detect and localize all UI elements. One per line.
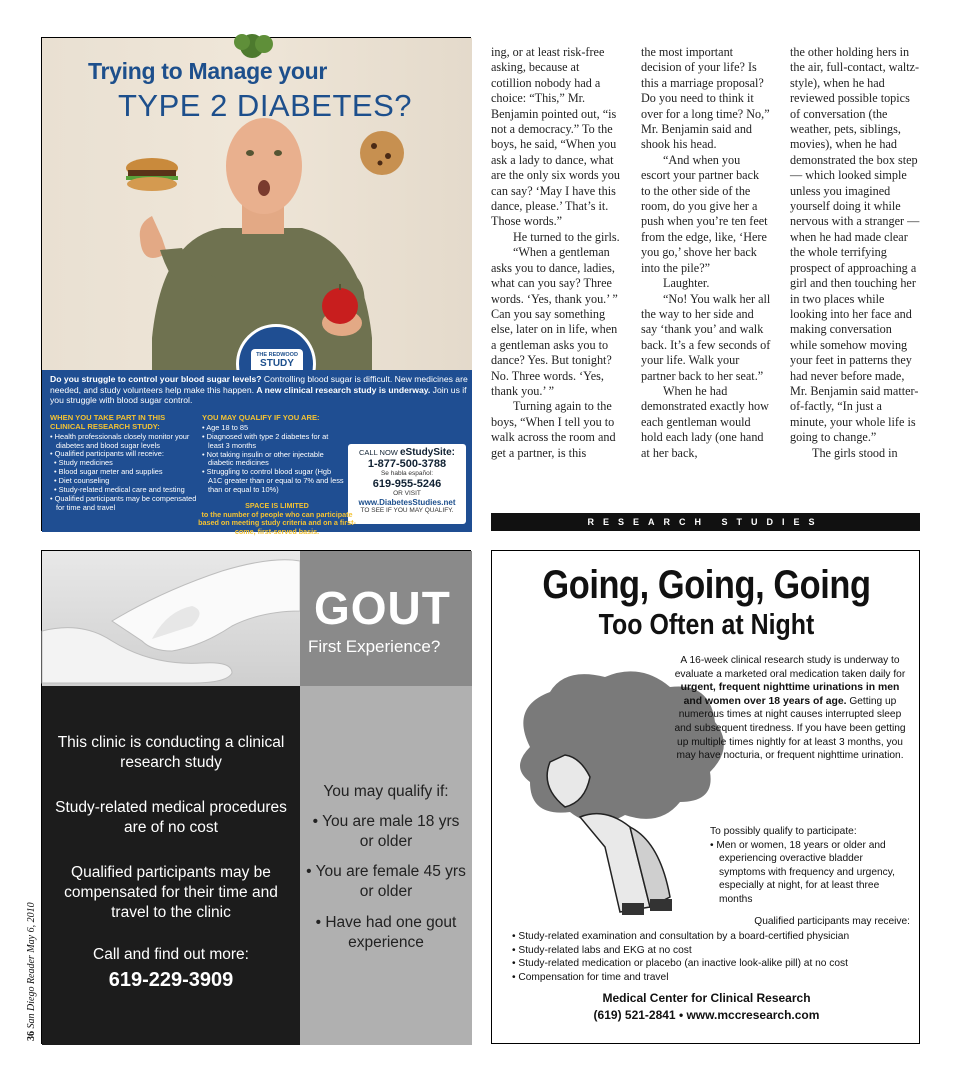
gout-qualify-item: • You are female 45 yrs or older: [306, 863, 466, 900]
research-studies-bar: RESEARCH STUDIES: [491, 513, 920, 531]
phone-number[interactable]: 1-877-500-3788: [367, 458, 447, 470]
paragraph: the other holding hers in the air, full-contact, waltz-style), when he had reviewed possible topics of conversation (the weather, pets, siblings, movies), when he had demonstrated the box step — which looked simple unless you imagined yourself doing it while nervous with a stranger — when he had made clear the whole terrifying prospect of approaching a girl and then touching her in two places while looking into her face and making conversation while somehow moving your feet in patterns they had never before made, Mr. Benjamin said matter-of-factly, “In just a minute, your whole life is going to change.”: [790, 45, 920, 445]
spanish-phone[interactable]: 619-955-5246: [372, 478, 442, 490]
paragraph: He turned to the girls.: [513, 229, 620, 244]
article-text: [491, 45, 921, 500]
page-footer: [22, 902, 37, 1045]
center-name: Medical Center for Clinical Research: [602, 991, 811, 1005]
call-now-line: CALL NOW eStudySite:: [358, 447, 455, 458]
paragraph: “No! You walk her all the way to her side and say ‘thank you’ and walk back. It’s a few seconds of your life. Walk your partner back to her seat.”: [641, 291, 771, 383]
study-description: A 16-week clinical research study is underway to evaluate a marketed oral medication taken daily for urgent, frequent nighttime urinations in men and women over 18 years of age. Getting up numerous times at night causes interrupted sleep and subsequent tiredness. If you have been getting up multiple times nightly for at least 3 months, you may have nocturia, or frequent nighttime urination.: [674, 655, 906, 762]
going-headline: Going, Going, Going: [542, 563, 871, 607]
qualify-heading: To possibly qualify to participate:: [710, 826, 857, 837]
diabetes-ad-photo: [42, 38, 472, 370]
receive-heading: Qualified participants may receive:: [754, 916, 910, 927]
paragraph: “And when you escort your partner back to the other side of the room, do you give her a push when you’re ten feet from the edge, like, ‘Here you go,’ shove her back into the pile?”: [641, 152, 768, 275]
seal-name: THE REDWOOD: [256, 352, 298, 358]
foot-and-hand-illustration: [42, 551, 300, 686]
contact-block: [492, 990, 921, 1024]
or-visit-label: OR VISIT: [393, 490, 421, 497]
call-box: [348, 444, 466, 524]
foot-photo: [42, 551, 300, 686]
paragraph: The girls stood in: [812, 445, 898, 460]
gout-info-line: Qualified participants may be compensated for their time and travel to the clinic: [64, 864, 278, 921]
gout-qualify-heading: You may qualify if:: [323, 783, 449, 800]
participation-heading: WHEN YOU TAKE PART IN THIS CLINICAL RESEARCH STUDY:: [50, 413, 166, 431]
diabetes-info-panel: [42, 370, 472, 536]
gout-study-ad: [41, 550, 471, 1044]
list-item: • Compensation for time and travel: [512, 971, 669, 983]
qualify-section: [710, 825, 910, 907]
gout-qualify-item: • Have had one gout experience: [315, 914, 457, 951]
page-number: 36: [26, 1031, 37, 1041]
website-link[interactable]: www.DiabetesStudies.net: [358, 498, 456, 507]
list-item: • Study-related medical care and testing: [54, 485, 185, 495]
paragraph: Laughter.: [663, 276, 710, 291]
article-column-2: [641, 45, 771, 461]
publication-line: San Diego Reader May 6, 2010: [26, 902, 37, 1029]
list-item: • Study-related labs and EKG at no cost: [512, 944, 692, 956]
gout-phone-number[interactable]: 619-229-3909: [108, 969, 234, 991]
list-item: • Qualified participants will receive:: [50, 449, 164, 459]
diabetes-study-ad: [41, 37, 471, 536]
paragraph: the most important decision of your life? Is this a marriage proposal? Do you need to think it over for a long time? No,” Mr. Benjamin said and shook his head.: [641, 45, 770, 152]
participation-column: [50, 414, 200, 513]
see-if-label: TO SEE IF YOU MAY QUALIFY.: [360, 507, 454, 514]
paragraph: ing, or at least risk-free asking, because at cotillion nobody had a choice: “This,” Mr. Benjamin pointed out, “is not a democracy.” To the boys, he said, “When you ask a lady to dance, what are the only six words you can say? ‘May I have this dance, please.’ That’s it. Those words.”: [491, 45, 620, 229]
receive-list: [512, 930, 912, 984]
paragraph: “When a gentleman asks you to dance, ladies, what can you say? Three words. ‘Yes, thank you.’ ” Can you say something else, later on in life, when a gentleman asks you to dance? Yes. But tonight? No. Three words. ‘Yes, thank you.’ ”: [491, 245, 618, 398]
list-item: • Study-related examination and consultation by a board-certified physician: [512, 931, 850, 942]
gout-title-box: [300, 551, 472, 686]
list-item: • Struggling to control blood sugar (Hgb A1C greater than or equal to 7% and less than or equal to 10%): [202, 467, 344, 495]
gout-call-line: Call and find out more:: [93, 946, 249, 963]
article-column-3: [790, 45, 920, 461]
spanish-label: Se habla español:: [380, 470, 434, 477]
gout-info-line: This clinic is conducting a clinical research study: [57, 734, 285, 771]
article-column-1: [491, 45, 621, 461]
gout-qualify-item: • You are male 18 yrs or older: [312, 813, 460, 850]
diabetes-intro: Do you struggle to control your blood sugar levels? Controlling blood sugar is difficult. New medicines are needed, and study volunteers help make this happen. A new clinical research study is underway. Join us if you struggle with blood sugar control.: [50, 374, 468, 405]
diabetes-title-line2: TYPE 2 DIABETES?: [118, 88, 412, 123]
footer-text: [26, 902, 37, 1041]
list-item: • Study-related medication or placebo (an inactive look-alike pill) at no cost: [512, 958, 848, 970]
list-item: • Blood sugar meter and supplies: [54, 467, 163, 477]
diabetes-title-line1: Trying to Manage your: [88, 58, 328, 84]
gout-info-line: Study-related medical procedures are of no cost: [55, 799, 287, 836]
nocturia-study-ad: [491, 550, 920, 1044]
qualify-column: [202, 414, 344, 495]
list-item: • Diet counseling: [54, 476, 110, 486]
list-item: • Diagnosed with type 2 diabetes for at least 3 months: [202, 431, 329, 450]
list-item: • Not taking insulin or other injectable diabetic medicines: [202, 449, 324, 468]
list-item: • Men or women, 18 years or older and experiencing overactive bladder symptoms with frequency and urgency, especially at night, for at least three months: [710, 839, 895, 905]
going-subhead: Too Often at Night: [598, 609, 815, 641]
gout-info-panel: [42, 686, 300, 1045]
center-contact[interactable]: (619) 521-2841 • www.mccresearch.com: [593, 1008, 820, 1022]
list-item: • Qualified participants may be compensated for time and travel: [50, 493, 197, 512]
list-item: • Health professionals closely monitor your diabetes and blood sugar levels: [50, 431, 190, 450]
paragraph: When he had demonstrated exactly how each gentleman would hold each lady (one hand at her back,: [641, 383, 769, 460]
space-limited-note: SPACE IS LIMITED to the number of people who can participate based on meeting study criteria and on a first-come, first-served basis.: [198, 501, 356, 536]
paragraph: Turning again to the boys, “When I tell you to walk across the room and get a partner, is this: [491, 399, 616, 460]
gout-qualify-panel: [300, 686, 472, 1045]
gout-subtitle: First Experience?: [308, 637, 441, 656]
seal-sub: STUDY: [260, 358, 294, 369]
qualify-heading: YOU MAY QUALIFY IF YOU ARE:: [202, 413, 320, 422]
list-item: • Age 18 to 85: [202, 422, 249, 432]
gout-title: GOUT: [314, 582, 451, 634]
list-item: • Study medicines: [54, 458, 113, 468]
